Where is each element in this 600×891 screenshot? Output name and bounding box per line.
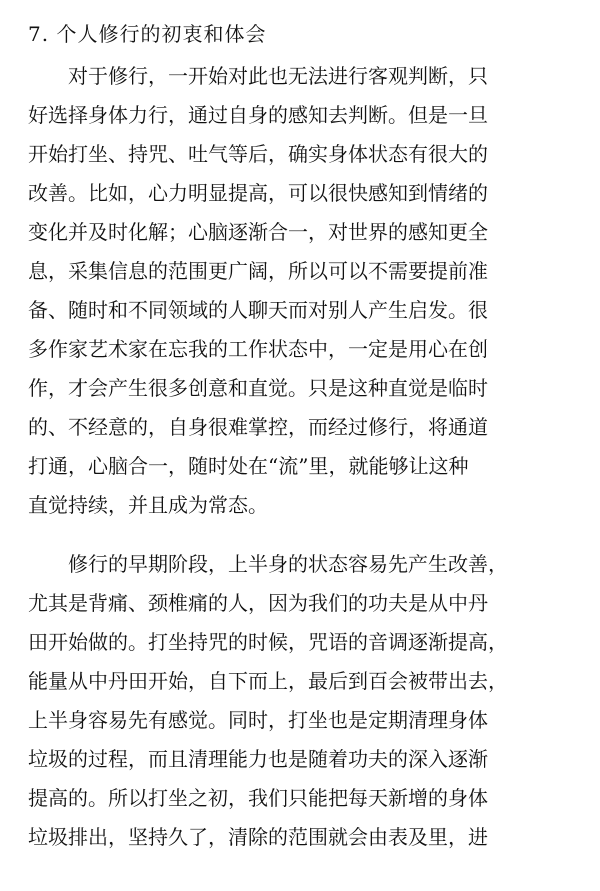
text-line-8: 多作家艺术家在忘我的工作状态中，一定是用心在创 <box>28 337 488 361</box>
text-line-19: 提高的。所以打坐之初，我们只能把每天新增的身体 <box>28 786 488 810</box>
text-line-12: 直觉持续，并且成为常态。 <box>28 493 268 517</box>
text-line-14: 尤其是背痛、颈椎痛的人，因为我们的功夫是从中丹 <box>28 591 488 615</box>
text-line-16: 能量从中丹田开始，自下而上，最后到百会被带出去， <box>28 669 508 693</box>
text-line-5: 变化并及时化解；心脑逐渐合一，对世界的感知更全 <box>28 220 488 244</box>
text-line-20: 垃圾排出，坚持久了，清除的范围就会由表及里，进 <box>28 825 488 849</box>
text-line-6: 息，采集信息的范围更广阔，所以可以不需要提前准 <box>28 259 488 283</box>
text-line-7: 备、随时和不同领域的人聊天而对别人产生启发。很 <box>28 298 488 322</box>
text-line-13: 修行的早期阶段，上半身的状态容易先产生改善， <box>28 552 508 576</box>
text-line-3: 开始打坐、持咒、吐气等后，确实身体状态有很大的 <box>28 142 488 166</box>
text-line-11: 打通，心脑合一，随时处在“流”里，就能够让这种 <box>28 454 469 478</box>
text-line-1: 对于修行，一开始对此也无法进行客观判断，只 <box>28 64 488 88</box>
text-line-4: 改善。比如，心力明显提高，可以很快感知到情绪的 <box>28 181 488 205</box>
text-line-10: 的、不经意的，自身很难掌控，而经过修行，将通道 <box>28 415 488 439</box>
text-line-15: 田开始做的。打坐持咒的时候，咒语的音调逐渐提高， <box>28 630 508 654</box>
text-line-2: 好选择身体力行，通过自身的感知去判断。但是一旦 <box>28 103 488 127</box>
section-heading: 7. 个人修行的初衷和体会 <box>28 22 267 46</box>
text-line-9: 作，才会产生很多创意和直觉。只是这种直觉是临时 <box>28 376 488 400</box>
text-line-17: 上半身容易先有感觉。同时，打坐也是定期清理身体 <box>28 708 488 732</box>
text-line-18: 垃圾的过程，而且清理能力也是随着功夫的深入逐渐 <box>28 747 488 771</box>
